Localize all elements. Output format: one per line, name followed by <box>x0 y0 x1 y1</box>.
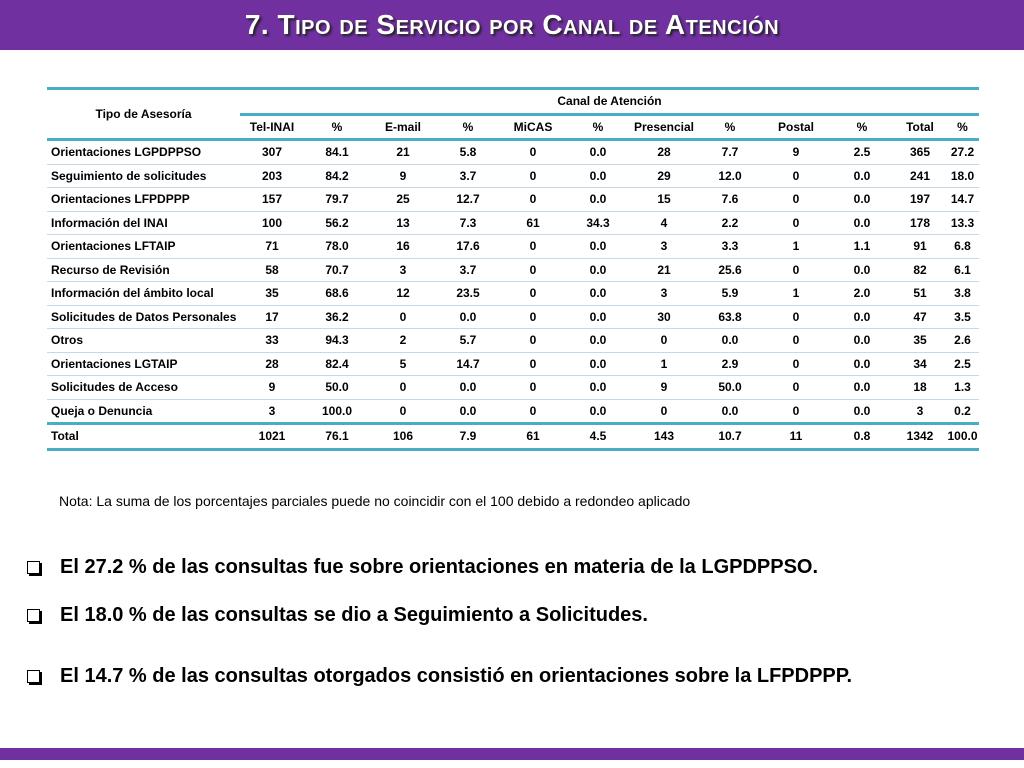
table-cell: 50.0 <box>304 376 370 400</box>
table-cell: 0 <box>762 399 830 424</box>
table-cell: 0 <box>370 399 436 424</box>
column-header: Tel-INAI <box>240 114 304 140</box>
table-total-row <box>47 424 979 450</box>
table-cell: 0.0 <box>436 376 500 400</box>
table-row <box>47 399 979 424</box>
table-cell: 2.0 <box>830 282 894 306</box>
table-cell: 78.0 <box>304 235 370 259</box>
table-cell: 12.0 <box>698 164 762 188</box>
table-cell: 2.2 <box>698 211 762 235</box>
table-cell: 0.0 <box>566 282 630 306</box>
bullet-item <box>22 556 818 579</box>
bullet-text: El 14.7 % de las consultas otorgados consistió en orientaciones sobre la LFPDPPP. <box>60 665 853 687</box>
table-cell: 13 <box>370 211 436 235</box>
table-cell: 18.0 <box>946 164 979 188</box>
table-cell: 2.5 <box>946 352 979 376</box>
table-cell: 365 <box>894 140 946 165</box>
table-cell: 0 <box>762 211 830 235</box>
table-cell: 0.0 <box>698 329 762 353</box>
table-cell: 3.7 <box>436 258 500 282</box>
bullet-text: El 27.2 % de las consultas fue sobre orientaciones en materia de la LGPDPPSO. <box>60 556 819 578</box>
table-cell: 2 <box>370 329 436 353</box>
row-label: Información del INAI <box>47 211 240 235</box>
table-cell: 5.7 <box>436 329 500 353</box>
table-cell: 7.7 <box>698 140 762 165</box>
table-cell: 56.2 <box>304 211 370 235</box>
table-cell: 157 <box>240 188 304 212</box>
table-cell: 0.0 <box>566 188 630 212</box>
canal-atencion-header: Canal de Atención <box>240 89 979 115</box>
table-cell: 12.7 <box>436 188 500 212</box>
table-cell: 0 <box>500 399 566 424</box>
total-cell: 106 <box>370 424 436 450</box>
table-cell: 21 <box>630 258 698 282</box>
table-cell: 0 <box>762 258 830 282</box>
table-cell: 0 <box>370 305 436 329</box>
table-cell: 7.3 <box>436 211 500 235</box>
table-cell: 100.0 <box>304 399 370 424</box>
table-cell: 35 <box>240 282 304 306</box>
table-row <box>47 140 979 165</box>
table-cell: 0.0 <box>830 399 894 424</box>
page-title: 7. Tipo de Servicio por Canal de Atención <box>244 9 780 40</box>
column-header: Total <box>894 114 946 140</box>
table-cell: 0 <box>762 188 830 212</box>
table-cell: 0.0 <box>830 164 894 188</box>
table-cell: 7.6 <box>698 188 762 212</box>
table-cell: 0.0 <box>830 188 894 212</box>
table-body <box>47 140 979 424</box>
table-cell: 0 <box>630 399 698 424</box>
table-cell: 3.8 <box>946 282 979 306</box>
table-cell: 1 <box>630 352 698 376</box>
table-cell: 0 <box>762 305 830 329</box>
table-cell: 0 <box>762 376 830 400</box>
table-cell: 0 <box>762 352 830 376</box>
table-cell: 16 <box>370 235 436 259</box>
table-cell: 0.0 <box>566 164 630 188</box>
column-header: E-mail <box>370 114 436 140</box>
table-cell: 6.1 <box>946 258 979 282</box>
table-cell: 3.3 <box>698 235 762 259</box>
total-cell: 11 <box>762 424 830 450</box>
table-cell: 51 <box>894 282 946 306</box>
table-cell: 0.2 <box>946 399 979 424</box>
table-cell: 0 <box>500 235 566 259</box>
table-cell: 0.0 <box>436 305 500 329</box>
table-cell: 0 <box>500 305 566 329</box>
table-cell: 5.9 <box>698 282 762 306</box>
table-cell: 14.7 <box>946 188 979 212</box>
table-cell: 0.0 <box>566 140 630 165</box>
table-cell: 9 <box>630 376 698 400</box>
table-row <box>47 164 979 188</box>
table-cell: 0 <box>500 376 566 400</box>
column-header: % <box>830 114 894 140</box>
column-header: MiCAS <box>500 114 566 140</box>
bottom-bar <box>0 748 1024 760</box>
table-cell: 68.6 <box>304 282 370 306</box>
table-cell: 28 <box>630 140 698 165</box>
row-label: Orientaciones LFPDPPP <box>47 188 240 212</box>
table-cell: 1 <box>762 282 830 306</box>
table-row <box>47 235 979 259</box>
column-header: Postal <box>762 114 830 140</box>
table-cell: 100 <box>240 211 304 235</box>
table-cell: 2.5 <box>830 140 894 165</box>
bullet-item <box>22 665 852 688</box>
total-cell: 1342 <box>894 424 946 450</box>
service-channel-table <box>47 87 979 451</box>
total-cell: 4.5 <box>566 424 630 450</box>
table-cell: 0.0 <box>698 399 762 424</box>
table-cell: 0.0 <box>566 399 630 424</box>
table-cell: 3.5 <box>946 305 979 329</box>
table-cell: 0.0 <box>566 235 630 259</box>
table-row <box>47 258 979 282</box>
table-cell: 0.0 <box>830 305 894 329</box>
table-cell: 0.0 <box>566 305 630 329</box>
table-cell: 0.0 <box>830 352 894 376</box>
row-label: Seguimiento de solicitudes <box>47 164 240 188</box>
table-cell: 0.0 <box>566 258 630 282</box>
row-label: Queja o Denuncia <box>47 399 240 424</box>
table-cell: 241 <box>894 164 946 188</box>
table-cell: 91 <box>894 235 946 259</box>
table-row <box>47 329 979 353</box>
table-cell: 50.0 <box>698 376 762 400</box>
table-cell: 94.3 <box>304 329 370 353</box>
row-label: Solicitudes de Datos Personales <box>47 305 240 329</box>
table-cell: 34.3 <box>566 211 630 235</box>
table-cell: 25 <box>370 188 436 212</box>
table-cell: 9 <box>762 140 830 165</box>
table-cell: 0 <box>762 164 830 188</box>
row-label: Orientaciones LFTAIP <box>47 235 240 259</box>
table-cell: 3 <box>370 258 436 282</box>
table-row <box>47 305 979 329</box>
table-cell: 0.0 <box>830 211 894 235</box>
table-cell: 0 <box>500 329 566 353</box>
table-cell: 0 <box>630 329 698 353</box>
table-cell: 2.9 <box>698 352 762 376</box>
table-cell: 25.6 <box>698 258 762 282</box>
checkbox-bullet-icon <box>27 670 40 683</box>
column-header: % <box>946 114 979 140</box>
table-cell: 4 <box>630 211 698 235</box>
total-cell: 0.8 <box>830 424 894 450</box>
table-cell: 3 <box>894 399 946 424</box>
table-cell: 17 <box>240 305 304 329</box>
table-cell: 203 <box>240 164 304 188</box>
table-cell: 178 <box>894 211 946 235</box>
table-cell: 17.6 <box>436 235 500 259</box>
table-cell: 58 <box>240 258 304 282</box>
row-label: Solicitudes de Acceso <box>47 376 240 400</box>
bullet-item <box>22 604 648 627</box>
table-row <box>47 282 979 306</box>
table-cell: 28 <box>240 352 304 376</box>
table-cell: 34 <box>894 352 946 376</box>
table-cell: 21 <box>370 140 436 165</box>
table-cell: 18 <box>894 376 946 400</box>
table-cell: 84.1 <box>304 140 370 165</box>
table-cell: 14.7 <box>436 352 500 376</box>
table-cell: 82.4 <box>304 352 370 376</box>
table-cell: 61 <box>500 211 566 235</box>
table-cell: 2.6 <box>946 329 979 353</box>
table-cell: 30 <box>630 305 698 329</box>
table-cell: 9 <box>370 164 436 188</box>
table-row <box>47 188 979 212</box>
table-cell: 3 <box>240 399 304 424</box>
table-cell: 0.0 <box>566 329 630 353</box>
table-cell: 0.0 <box>830 329 894 353</box>
table-cell: 70.7 <box>304 258 370 282</box>
table-cell: 0 <box>762 329 830 353</box>
column-header: % <box>566 114 630 140</box>
total-cell: 10.7 <box>698 424 762 450</box>
bullet-text: El 18.0 % de las consultas se dio a Seguimiento a Solicitudes. <box>60 604 648 626</box>
table-cell: 1 <box>762 235 830 259</box>
table-cell: 3.7 <box>436 164 500 188</box>
title-bar <box>0 0 1024 50</box>
table-cell: 36.2 <box>304 305 370 329</box>
total-cell: 143 <box>630 424 698 450</box>
table-row <box>47 211 979 235</box>
table-cell: 3 <box>630 282 698 306</box>
table-note: Nota: La suma de los porcentajes parciales puede no coincidir con el 100 debido a redondeo aplicado <box>59 493 691 509</box>
table-cell: 27.2 <box>946 140 979 165</box>
total-cell: 76.1 <box>304 424 370 450</box>
table-cell: 29 <box>630 164 698 188</box>
column-header: Presencial <box>630 114 698 140</box>
table-cell: 0.0 <box>436 399 500 424</box>
table-cell: 82 <box>894 258 946 282</box>
table-cell: 9 <box>240 376 304 400</box>
table-cell: 23.5 <box>436 282 500 306</box>
checkbox-bullet-icon <box>27 561 40 574</box>
row-label: Recurso de Revisión <box>47 258 240 282</box>
table-cell: 12 <box>370 282 436 306</box>
table-cell: 1.3 <box>946 376 979 400</box>
table-cell: 79.7 <box>304 188 370 212</box>
row-label: Orientaciones LGPDPPSO <box>47 140 240 165</box>
table-cell: 0 <box>500 282 566 306</box>
table-cell: 35 <box>894 329 946 353</box>
table-cell: 6.8 <box>946 235 979 259</box>
table-cell: 0.0 <box>830 258 894 282</box>
column-header: % <box>698 114 762 140</box>
table-cell: 0 <box>500 140 566 165</box>
table-cell: 5.8 <box>436 140 500 165</box>
row-label: Información del ámbito local <box>47 282 240 306</box>
total-cell: 61 <box>500 424 566 450</box>
total-cell: 1021 <box>240 424 304 450</box>
table-row <box>47 376 979 400</box>
table-container <box>47 87 979 451</box>
table-cell: 47 <box>894 305 946 329</box>
table-cell: 0.0 <box>566 352 630 376</box>
table-cell: 197 <box>894 188 946 212</box>
column-header: % <box>436 114 500 140</box>
table-cell: 63.8 <box>698 305 762 329</box>
table-cell: 84.2 <box>304 164 370 188</box>
total-cell: 7.9 <box>436 424 500 450</box>
table-cell: 33 <box>240 329 304 353</box>
table-header-row-top <box>47 89 979 115</box>
total-cell: 100.0 <box>946 424 979 450</box>
table-cell: 0 <box>500 164 566 188</box>
total-label: Total <box>47 424 240 450</box>
table-cell: 1.1 <box>830 235 894 259</box>
table-cell: 0 <box>500 188 566 212</box>
row-label: Orientaciones LGTAIP <box>47 352 240 376</box>
table-cell: 0 <box>500 352 566 376</box>
table-cell: 3 <box>630 235 698 259</box>
tipo-asesoria-header: Tipo de Asesoría <box>47 89 240 140</box>
table-cell: 13.3 <box>946 211 979 235</box>
row-label: Otros <box>47 329 240 353</box>
table-cell: 0.0 <box>830 376 894 400</box>
column-header: % <box>304 114 370 140</box>
table-row <box>47 352 979 376</box>
table-cell: 0 <box>370 376 436 400</box>
table-cell: 71 <box>240 235 304 259</box>
table-cell: 5 <box>370 352 436 376</box>
table-cell: 307 <box>240 140 304 165</box>
table-cell: 0 <box>500 258 566 282</box>
checkbox-bullet-icon <box>27 609 40 622</box>
table-cell: 0.0 <box>566 376 630 400</box>
table-cell: 15 <box>630 188 698 212</box>
